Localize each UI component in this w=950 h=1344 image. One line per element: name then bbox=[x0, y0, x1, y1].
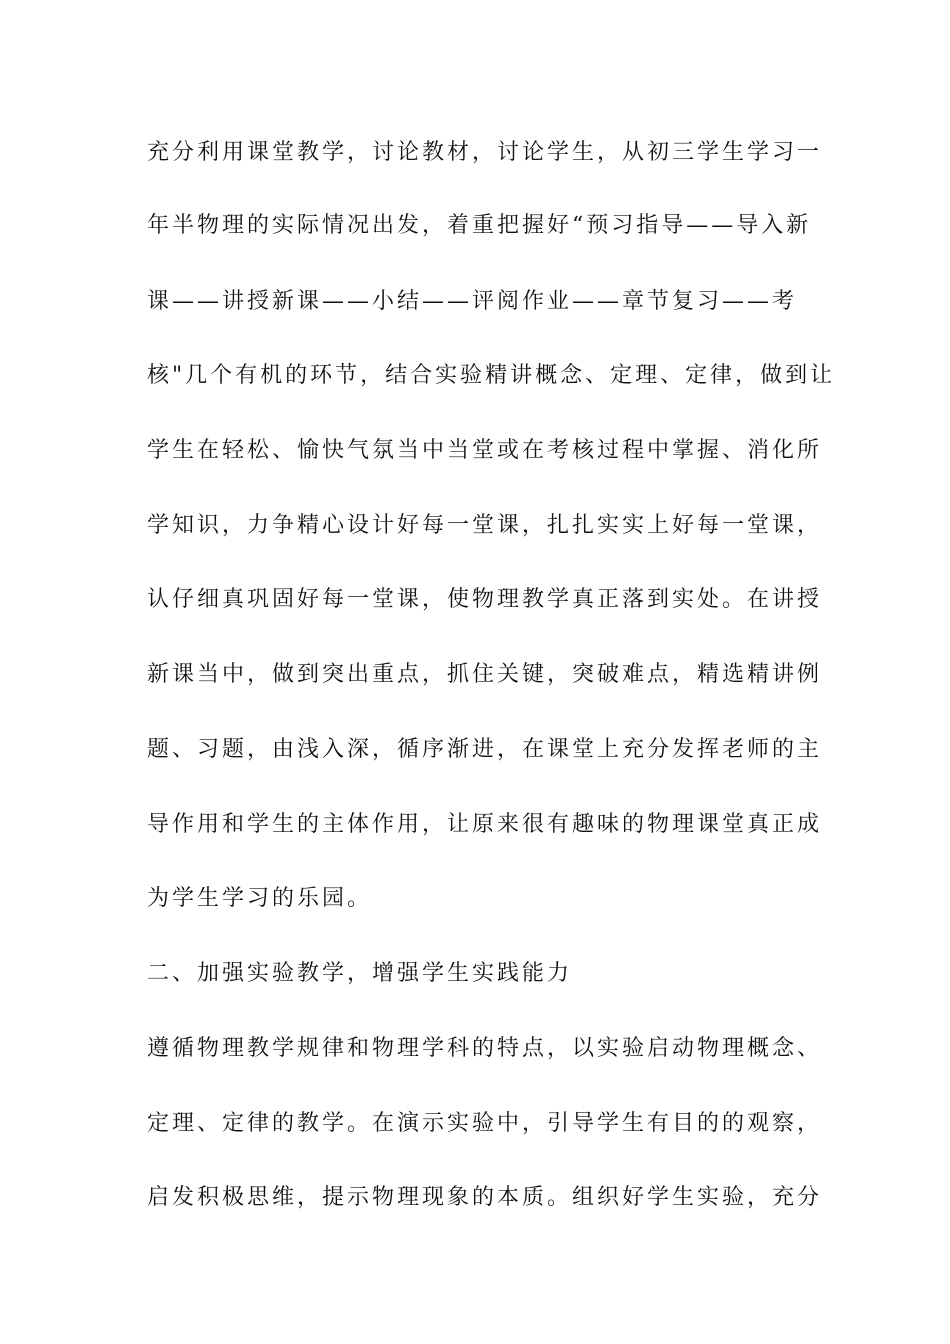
text-line: 题、习题，由浅入深，循序渐进，在课堂上充分发挥老师的主 bbox=[147, 737, 823, 762]
text-line: 年半物理的实际情况出发，着重把握好“预习指导——导入新 bbox=[147, 213, 812, 238]
text-line: 为学生学习的乐园。 bbox=[147, 886, 373, 911]
text-line: 充分利用课堂教学，讨论教材，讨论学生，从初三学生学习一 bbox=[147, 140, 823, 165]
section-heading: 二、加强实验教学，增强学生实践能力 bbox=[147, 961, 573, 986]
text-line: 遵循物理教学规律和物理学科的特点，以实验启动物理概念、 bbox=[147, 1036, 823, 1061]
text-line: 学知识，力争精心设计好每一堂课，扎扎实实上好每一堂课， bbox=[147, 513, 823, 538]
text-line: 定理、定律的教学。在演示实验中，引导学生有目的的观察， bbox=[147, 1111, 823, 1136]
text-line: 导作用和学生的主体作用，让原来很有趣味的物理课堂真正成 bbox=[147, 812, 823, 837]
text-line: 新课当中，做到突出重点，抓住关键，突破难点，精选精讲例 bbox=[147, 662, 823, 687]
text-line: 课——讲授新课——小结——评阅作业——章节复习——考 bbox=[147, 289, 798, 314]
text-line: 启发积极思维，提示物理现象的本质。组织好学生实验，充分 bbox=[147, 1185, 823, 1210]
text-line: 核"几个有机的环节，结合实验精讲概念、定理、定律，做到让 bbox=[147, 363, 836, 388]
text-line: 学生在轻松、愉快气氛当中当堂或在考核过程中掌握、消化所 bbox=[147, 438, 823, 463]
text-line: 认仔细真巩固好每一堂课，使物理教学真正落到实处。在讲授 bbox=[147, 587, 823, 612]
